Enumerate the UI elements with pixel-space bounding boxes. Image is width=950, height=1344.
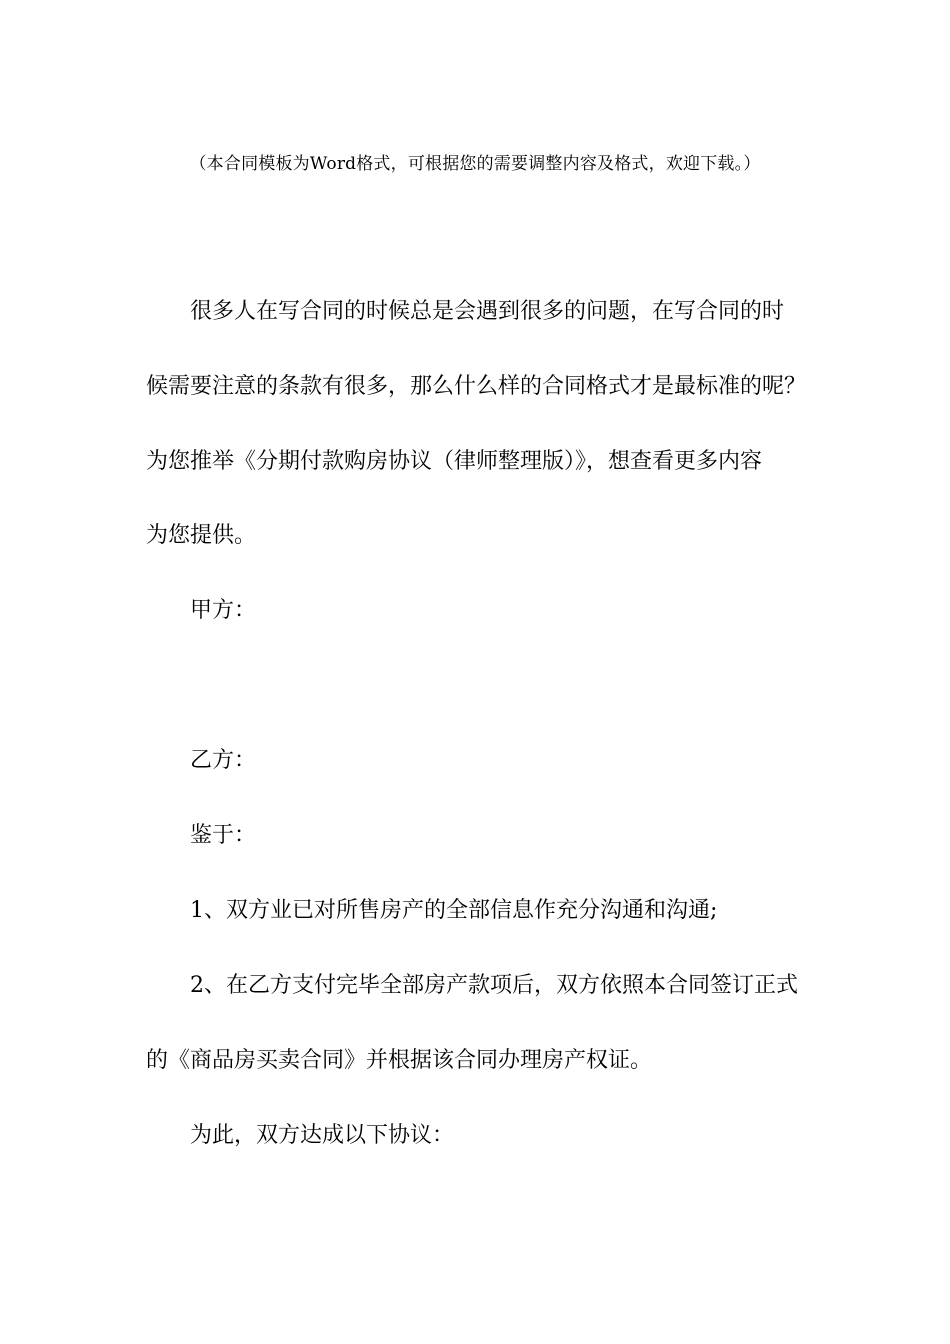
clause-2-line-1: 2、在乙方支付完毕全部房产款项后，双方依照本合同签订正式	[190, 973, 798, 998]
intro-line-1: 很多人在写合同的时候总是会遇到很多的问题，在写合同的时	[190, 299, 785, 324]
clause-1: 1、双方业已对所售房产的全部信息作充分沟通和沟通;	[190, 898, 718, 923]
party-b-label: 乙方：	[190, 748, 257, 773]
template-note: （本合同模板为Word格式，可根据您的需要调整内容及格式，欢迎下载。）	[189, 154, 761, 174]
clause-2-line-2: 的《商品房买卖合同》并根据该合同办理房产权证。	[146, 1048, 653, 1073]
intro-line-4: 为您提供。	[146, 523, 257, 548]
party-a-label: 甲方：	[190, 598, 257, 623]
intro-line-3: 为您推举《分期付款购房协议（律师整理版）》，想查看更多内容	[146, 449, 763, 474]
agreement-lead: 为此，双方达成以下协议：	[190, 1123, 455, 1148]
whereas-label: 鉴于：	[190, 823, 257, 848]
intro-line-2: 候需要注意的条款有很多，那么什么样的合同格式才是最标准的呢？	[146, 374, 807, 399]
